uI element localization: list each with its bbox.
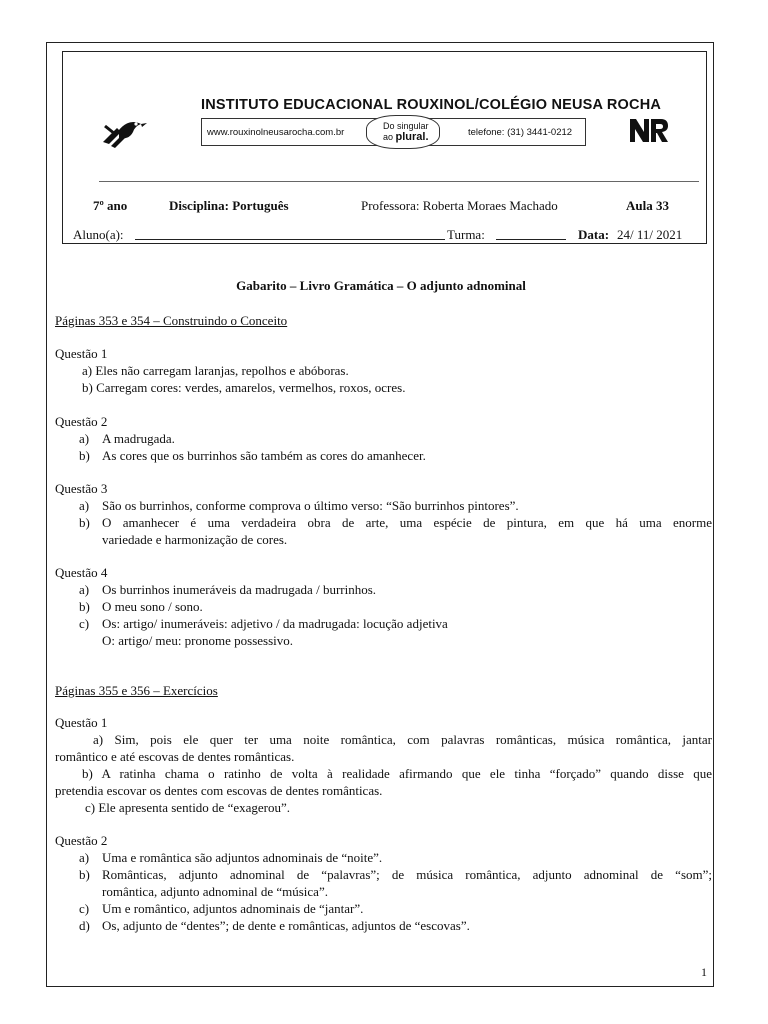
s1-q3-label: Questão 3 <box>55 481 108 496</box>
s2-q1-b-line2: pretendia escovar os dentes com escovas de dentes românticas. <box>55 783 383 798</box>
header-divider <box>99 181 699 182</box>
date-label: Data: <box>578 227 610 242</box>
section1-heading: Páginas 353 e 354 – Construindo o Conceito <box>55 313 288 328</box>
s2-q1-b-line1: b) A ratinha chama o ratinho de volta à realidade afirmando que ele tinha “forçado” quando disse que <box>82 766 712 781</box>
s1-q1-label: Questão 1 <box>55 346 108 361</box>
s1-q4-c-line1: Os: artigo/ inumeráveis: adjetivo / da madrugada: locução adjetiva <box>102 616 448 631</box>
institution-name: INSTITUTO EDUCACIONAL ROUXINOL/COLÉGIO NEUSA ROCHA <box>201 97 662 113</box>
phone-text: telefone: (31) 3441-0212 <box>468 127 573 138</box>
slogan-badge <box>366 115 440 149</box>
s1-q4-b: O meu sono / sono. <box>102 599 203 614</box>
class-field[interactable] <box>496 227 566 240</box>
teacher-label: Professora: Roberta Moraes Machado <box>361 198 558 213</box>
section2-heading: Páginas 355 e 356 – Exercícios <box>55 683 218 698</box>
s2-q2-b-line1: Românticas, adjunto adnominal de “palavras”; de música romântica, adjunto adnominal de “som”; <box>102 867 712 882</box>
school-header <box>62 51 707 244</box>
s1-q3-a-marker: a) <box>79 498 90 513</box>
s1-q3-b-marker: b) <box>79 515 90 530</box>
s2-q2-a: Uma e romântica são adjuntos adnominais de “noite”. <box>102 850 383 865</box>
nr-logo-icon <box>628 116 670 144</box>
date-value: 24/ 11/ 2021 <box>617 227 683 242</box>
slogan-prefix: ao <box>383 132 394 142</box>
subject-label: Disciplina: Português <box>169 198 289 213</box>
s2-q2-c: Um e romântico, adjuntos adnominais de “jantar”. <box>102 901 364 916</box>
s1-q2-label: Questão 2 <box>55 414 108 429</box>
s1-q1-b: b) Carregam cores: verdes, amarelos, vermelhos, roxos, ocres. <box>82 380 406 395</box>
s1-q3-b-line2: variedade e harmonização de cores. <box>102 532 288 547</box>
bird-logo-icon <box>99 112 149 152</box>
s1-q2-b-marker: b) <box>79 448 90 463</box>
s1-q4-label: Questão 4 <box>55 565 108 580</box>
website-text: www.rouxinolneusarocha.com.br <box>207 127 345 138</box>
s1-q3-a: São os burrinhos, conforme comprova o último verso: “São burrinhos pintores”. <box>102 498 519 513</box>
class-label: Turma: <box>447 227 485 242</box>
student-name-field[interactable] <box>135 227 445 240</box>
s1-q4-c-marker: c) <box>79 616 90 631</box>
student-label: Aluno(a): <box>73 227 124 242</box>
s1-q4-b-marker: b) <box>79 599 90 614</box>
document-page <box>46 42 714 987</box>
s2-q1-a-line2: romântico e até escovas de dentes românticas. <box>55 749 295 764</box>
s1-q4-a: Os burrinhos inumeráveis da madrugada / burrinhos. <box>102 582 377 597</box>
s1-q2-a: A madrugada. <box>102 431 175 446</box>
s2-q2-b-line2: romântica, adjunto adnominal de “música”. <box>102 884 328 899</box>
slogan-line1: Do singular <box>383 121 429 131</box>
page-number: 1 <box>701 965 707 979</box>
s2-q2-label: Questão 2 <box>55 833 108 848</box>
slogan-bold: plural. <box>395 131 429 143</box>
s2-q1-c: c) Ele apresenta sentido de “exagerou”. <box>85 800 291 815</box>
s2-q2-d: Os, adjunto de “dentes”; de dente e românticas, adjuntos de “escovas”. <box>102 918 470 933</box>
s1-q4-a-marker: a) <box>79 582 90 597</box>
s2-q2-c-marker: c) <box>79 901 90 916</box>
s2-q1-a-line1: a) Sim, pois ele quer ter uma noite romântica, com palavras românticas, música romântica, jantar <box>93 732 712 747</box>
contact-bar <box>201 118 586 146</box>
s1-q1-a: a) Eles não carregam laranjas, repolhos e abóboras. <box>82 363 349 378</box>
s1-q2-b: As cores que os burrinhos são também as cores do amanhecer. <box>102 448 426 463</box>
document-title: Gabarito – Livro Gramática – O adjunto adnominal <box>236 278 526 293</box>
grade-label: 7º ano <box>93 198 128 213</box>
lesson-label: Aula 33 <box>626 198 669 213</box>
s1-q2-a-marker: a) <box>79 431 90 446</box>
s2-q2-d-marker: d) <box>79 918 90 933</box>
s2-q1-label: Questão 1 <box>55 715 108 730</box>
s2-q2-a-marker: a) <box>79 850 90 865</box>
s1-q4-c-line2: O: artigo/ meu: pronome possessivo. <box>102 633 294 648</box>
s2-q2-b-marker: b) <box>79 867 90 882</box>
s1-q3-b-line1: O amanhecer é uma verdadeira obra de arte, uma espécie de pintura, em que há uma enorme <box>102 515 712 530</box>
